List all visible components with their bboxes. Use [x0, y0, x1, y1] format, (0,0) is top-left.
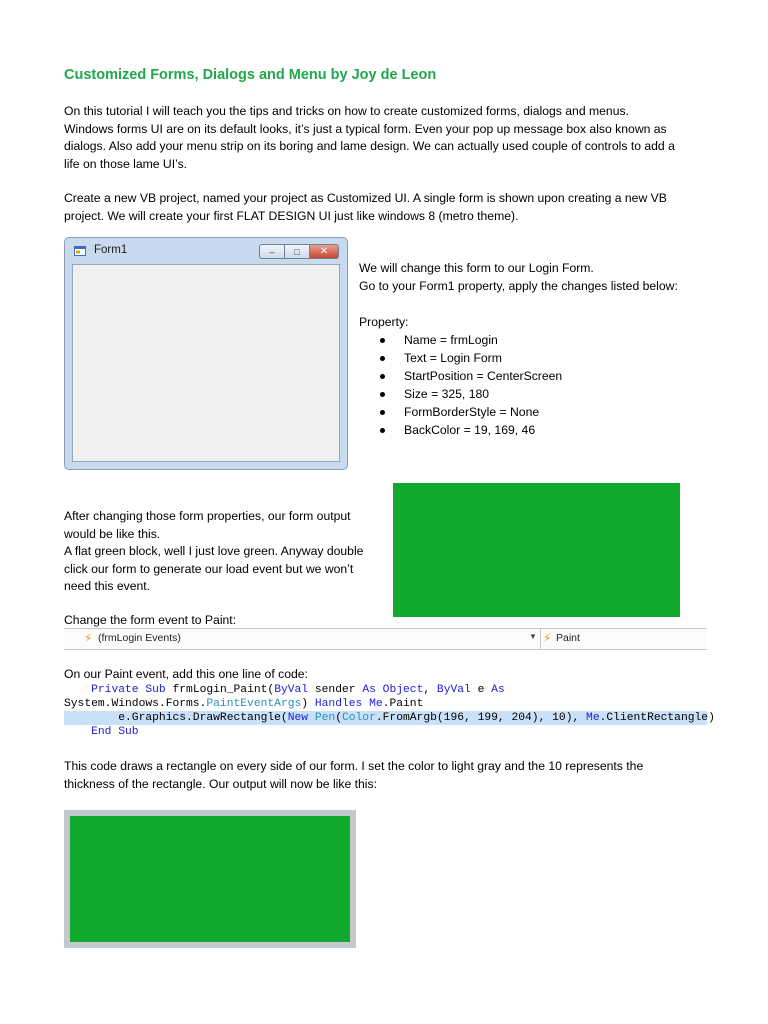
explain-line: This code draws a rectangle on every side of our form. I set the color to light gray and the 10 represents the: [64, 759, 644, 773]
bordered-green-form-preview: [64, 810, 356, 948]
paint-heading-text: Change the form event to Paint:: [64, 613, 237, 627]
paint-heading: [64, 612, 714, 630]
dropdown-divider: [540, 629, 541, 649]
create-paragraph: [64, 190, 714, 225]
intro-line: Windows forms UI are on its default looks, it’s just a typical form. Even your pop up message box also known as: [64, 121, 667, 136]
chevron-down-icon[interactable]: ▼: [529, 632, 537, 641]
close-button[interactable]: ✕: [309, 244, 339, 259]
explain-line: thickness of the rectangle. Our output will now be like this:: [64, 776, 377, 791]
property-heading: Property:: [359, 315, 409, 329]
form1-title: Form1: [94, 244, 128, 256]
after-line: would be like this.: [64, 526, 161, 541]
event-dropdown[interactable]: Paint: [556, 632, 580, 644]
code-line: Private Sub frmLogin_Paint(ByVal sender As Object, ByVal e As: [91, 684, 505, 696]
create-line: project. We will create your first FLAT DESIGN UI just like windows 8 (metro theme).: [64, 208, 519, 223]
instruction-line: We will change this form to our Login Form.: [359, 261, 594, 275]
after-line: need this event.: [64, 579, 151, 593]
after-line: After changing those form properties, our form output: [64, 509, 351, 523]
after-paragraph: [64, 508, 384, 596]
create-line: Create a new VB project, named your project as Customized UI. A single form is shown upon creating a new VB: [64, 191, 667, 205]
after-line: A flat green block, well I just love green. Anyway double: [64, 544, 364, 558]
code-line: End Sub: [91, 726, 139, 738]
form1-client-area: [72, 264, 340, 462]
lightning-icon: ⚡: [84, 631, 93, 645]
explain-paragraph: [64, 758, 714, 793]
property-item: Size = 325, 180: [359, 385, 678, 403]
property-item: FormBorderStyle = None: [359, 403, 678, 421]
intro-line: life on those lame UI’s.: [64, 156, 188, 171]
property-instructions: [359, 259, 678, 439]
property-item: Text = Login Form: [359, 349, 678, 367]
page-title: Customized Forms, Dialogs and Menu by Joy de Leon: [64, 67, 437, 83]
minimize-button[interactable]: –: [259, 244, 284, 259]
property-list: [359, 331, 678, 439]
window-controls: [259, 244, 339, 259]
maximize-button[interactable]: □: [284, 244, 309, 259]
form1-window: [64, 237, 348, 470]
code-line: System.Windows.Forms.PaintEventArgs) Handles Me.Paint: [64, 698, 424, 710]
property-item: StartPosition = CenterScreen: [359, 367, 678, 385]
object-dropdown[interactable]: (frmLogin Events): [98, 632, 181, 644]
intro-line: On this tutorial I will teach you the tips and tricks on how to create customized forms, dialogs and menus.: [64, 104, 629, 118]
flat-green-form-preview: [393, 483, 680, 617]
lightning-icon: ⚡: [543, 631, 552, 645]
after-line: click our form to generate our load event but we won’t: [64, 561, 354, 576]
property-item: Name = frmLogin: [359, 331, 678, 349]
intro-line: dialogs. Also add your menu strip on its boring and lame design. We can actually used couple of controls to add a: [64, 139, 675, 153]
property-item: BackColor = 19, 169, 46: [359, 421, 678, 439]
instruction-line: Go to your Form1 property, apply the changes listed below:: [359, 279, 678, 293]
event-selector-bar: [64, 628, 707, 650]
green-form-fill: [70, 816, 350, 942]
code-heading: [64, 666, 714, 684]
code-heading-text: On our Paint event, add this one line of code:: [64, 667, 308, 681]
form1-titlebar: [65, 238, 347, 264]
form-icon: [74, 246, 86, 256]
code-line-highlighted: e.Graphics.DrawRectangle(New Pen(Color.FromArgb(196, 199, 204), 10), Me.ClientRectangle): [64, 712, 715, 724]
intro-paragraph: [64, 103, 714, 173]
code-block: [64, 683, 715, 739]
